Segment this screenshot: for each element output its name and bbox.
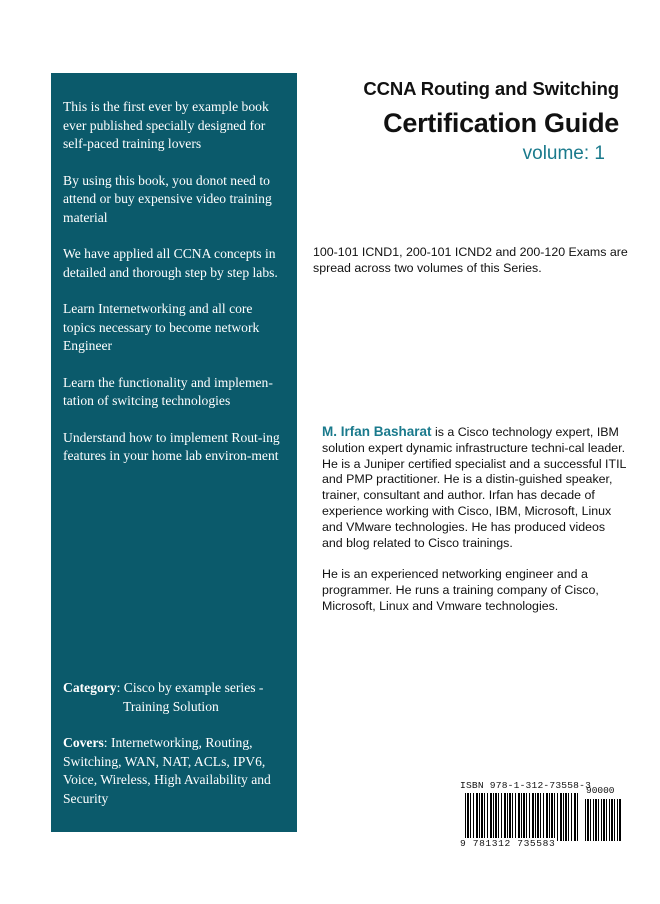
barcode-digits: 9 781312 735583 [460, 838, 556, 849]
isbn-label: ISBN 978-1-312-73558-3 [460, 780, 592, 791]
back-cover-info-panel [51, 73, 297, 832]
barcode-addon-bars [585, 799, 622, 841]
book-title-line-2: Certification Guide [383, 108, 619, 138]
feature-paragraph-5: Learn the functionality and implemen-tation of switcing technologies [63, 374, 273, 408]
volume-label: volume: 1 [522, 143, 605, 164]
covers-line [63, 734, 285, 808]
author-bio [322, 424, 627, 631]
barcode-main-bars [465, 793, 578, 841]
isbn-barcode [459, 780, 625, 850]
bio-paragraph-1-text: is a Cisco technology expert, IBM solution expert dynamic infrastructure techni-cal leader. He is a Juniper certified specialist and a successful ITIL and PMP practitioner. He is a distin-guished speaker, trainer, consultant and author. Irfan has decade of experience working with Cisco, IBM, Microsoft, Linux and VMware technologies. He has produced videos and blog related to Cisco trainings. [322, 425, 626, 550]
covers-text: : Internetworking, Routing, Switching, WAN, NAT, ACLs, IPV6, Voice, Wireless, High Availability and Security [63, 735, 271, 806]
feature-paragraph-6: Understand how to implement Rout-ing features in your home lab environ-ment [63, 429, 280, 463]
category-covers-block [63, 679, 285, 826]
book-title-line-1: CCNA Routing and Switching [363, 78, 619, 99]
bio-paragraph-1 [322, 424, 627, 551]
feature-paragraph-1: This is the first ever by example book ever published specially designed for self-paced training lovers [63, 99, 269, 151]
category-label: Category [63, 680, 117, 695]
feature-paragraph-2: By using this book, you donot need to attend or buy expensive video training material [63, 172, 272, 225]
category-text-continued: Training Solution [123, 698, 219, 714]
barcode-addon-number: 90000 [586, 785, 615, 796]
bio-paragraph-2: He is an experienced networking engineer and a programmer. He runs a training company of Cisco, Microsoft, Linux and Vmware technologies. [322, 567, 599, 613]
feature-paragraph-4: Learn Internetworking and all core topics necessary to become network Engineer [63, 301, 260, 353]
covers-label: Covers [63, 735, 104, 750]
category-text: : Cisco by example series - [116, 680, 264, 695]
exams-description: 100-101 ICND1, 200-101 ICND2 and 200-120 Exams are spread across two volumes of this Series. [313, 245, 628, 275]
author-name: M. Irfan Basharat [322, 424, 432, 439]
category-line [63, 679, 285, 716]
feature-paragraph-3: We have applied all CCNA concepts in detailed and thorough step by step labs. [63, 246, 278, 280]
